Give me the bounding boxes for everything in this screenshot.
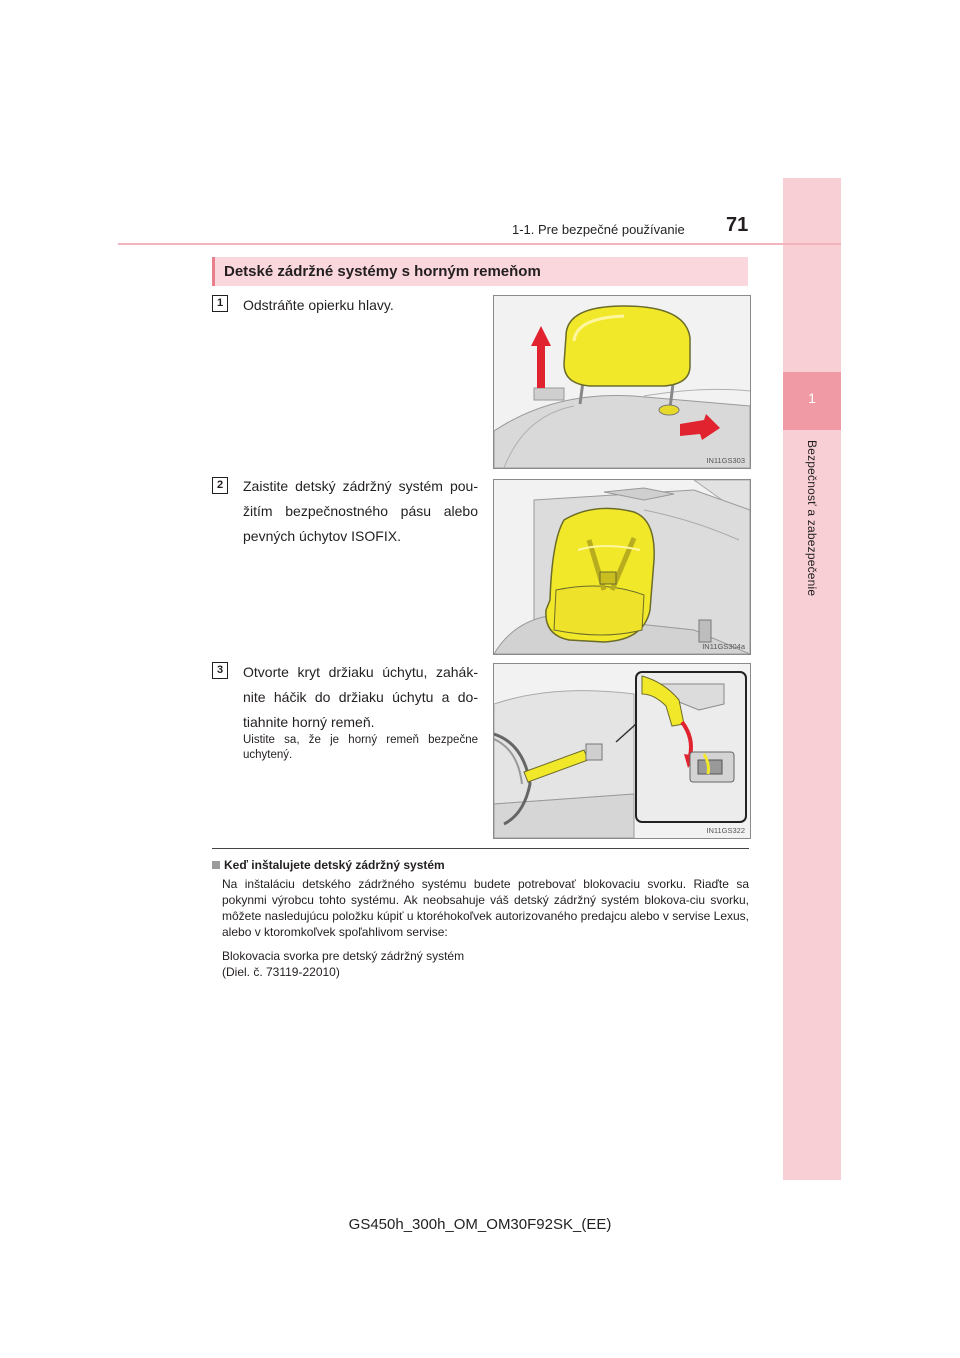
step-2-text: Zaistite detský zádržný systém pou-žitím bezpečnostného pásu alebo pevných úchytov ISOFIX. (243, 478, 478, 544)
info-body: Na inštaláciu detského zádržného systému budete potrebovať blokovaciu svorku. Riaďte sa pokynmi výrobcu tohto systému. Ak neobsahuje váš detský zádržný systém blokova-ciu svorku, môžete nasledujúcu položku kúpiť u ktoréhokoľvek autorizovaného predajcu alebo v servise Lexus, alebo v ktoromkoľvek spoľahlivom servise: (222, 877, 749, 939)
step-3-text: Otvorte kryt držiaku úchytu, zahák-nite háčik do držiaku úchytu a do-tiahnite horný remeň. (243, 664, 478, 730)
top-strap-illustration (494, 664, 750, 838)
step-3-badge: 3 (212, 662, 228, 679)
chapter-side-tab (783, 178, 841, 1180)
figure-attach-top-strap (493, 663, 751, 839)
info-part-line2: (Diel. č. 73119-22010) (222, 965, 340, 979)
section-title: Detské zádržné systémy s horným remeňom (224, 263, 541, 280)
step-1-badge: 1 (212, 295, 228, 312)
step-3-note: Uistite sa, že je horný remeň bezpečne uchytený. (243, 734, 478, 761)
header-rule (118, 243, 841, 245)
figure-code: IN11GS303 (706, 456, 745, 465)
chapter-number-tab (783, 372, 841, 430)
bullet-square-icon (212, 861, 220, 869)
figure-code: IN11GS304a (702, 642, 745, 651)
info-title (212, 858, 445, 872)
chapter-title: Bezpečnosť a zabezpečenie (805, 440, 819, 597)
info-divider (212, 848, 749, 849)
section-heading: 1-1. Pre bezpečné používanie (512, 222, 685, 237)
info-title-text: Keď inštalujete detský zádržný systém (224, 858, 445, 872)
section-title-bar (212, 257, 748, 286)
step-1-text: Odstráňte opierku hlavy. (243, 297, 394, 313)
child-seat-illustration (494, 480, 750, 654)
document-code-footer: GS450h_300h_OM_OM30F92SK_(EE) (348, 1216, 612, 1233)
info-part (222, 948, 749, 980)
chapter-number: 1 (808, 390, 816, 406)
headrest-illustration (494, 296, 750, 468)
page-number: 71 (726, 214, 749, 236)
section-bar-edge (212, 257, 215, 286)
figure-code: IN11GS322 (706, 826, 745, 835)
info-part-line1: Blokovacia svorka pre detský zádržný systém (222, 949, 465, 963)
step-2-badge: 2 (212, 477, 228, 494)
figure-install-child-seat (493, 479, 751, 655)
figure-remove-headrest (493, 295, 751, 469)
